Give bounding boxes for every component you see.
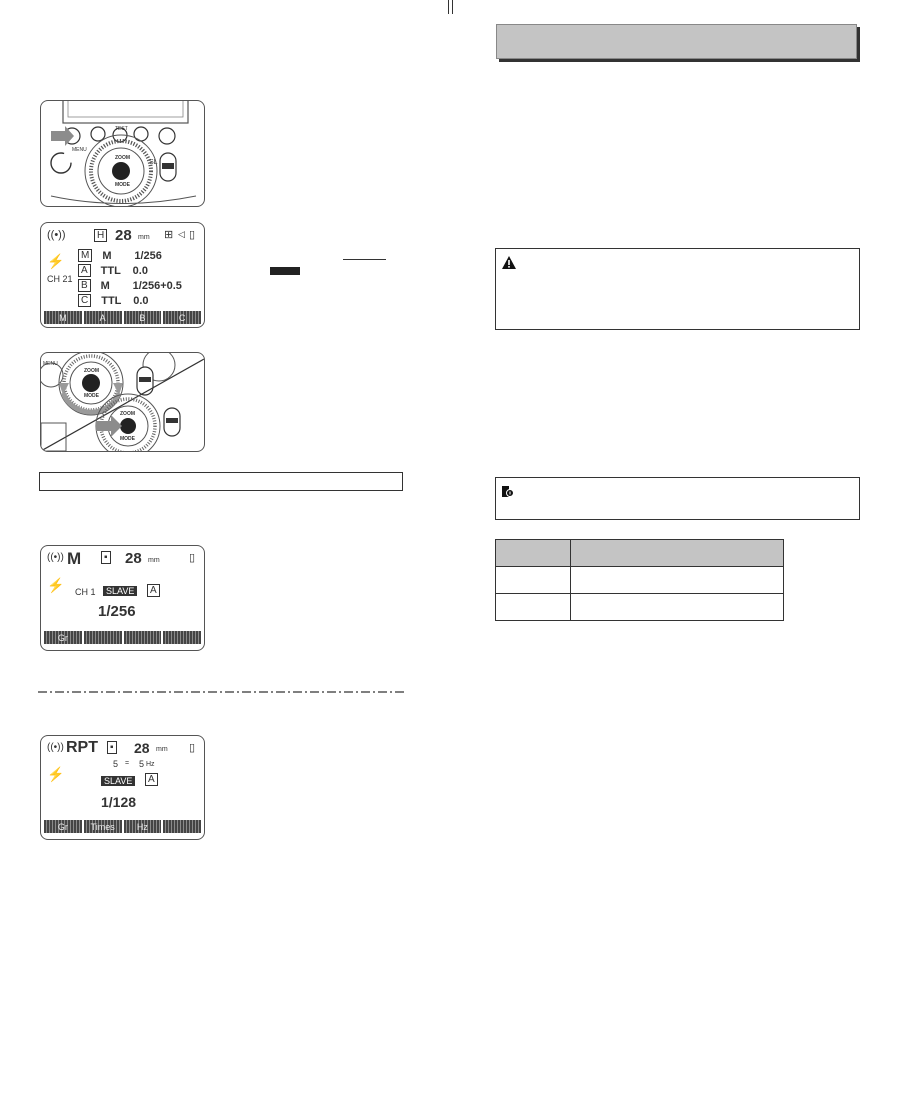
repeat-separator: = — [125, 760, 130, 767]
slave-badge: SLAVE — [101, 776, 135, 786]
group-letter: A — [78, 264, 91, 277]
info-table — [495, 539, 784, 621]
group-value: 0.0 — [133, 294, 149, 307]
table-row — [496, 567, 784, 594]
mode-label: MODE — [120, 436, 135, 442]
wireless-unit-icon: ⚡ — [47, 253, 65, 269]
lcd-slave-manual-screen — [40, 545, 205, 651]
battery-icon: ▯ — [189, 552, 196, 564]
softkey-bar — [44, 311, 201, 324]
group-row — [78, 279, 182, 292]
section-header-bar — [496, 24, 857, 59]
repeat-frequency: 5 — [139, 759, 145, 769]
focal-length: 28 — [115, 227, 132, 244]
grid-icon: ⊞ — [164, 229, 174, 241]
group-value: 1/256 — [134, 249, 162, 262]
group-value: 0.0 — [132, 264, 148, 277]
group-mode: M — [100, 279, 110, 292]
dial-rotate-view — [41, 353, 175, 415]
dial-operation-illustration — [40, 352, 205, 452]
table-header-cell — [496, 540, 571, 567]
dash-dot-separator — [38, 690, 404, 694]
control-panel-drawing — [41, 101, 204, 206]
flash-mode-label: RPT — [66, 739, 98, 756]
table-cell — [571, 594, 784, 621]
fold-mark-left — [448, 0, 449, 14]
note-icon — [502, 486, 514, 498]
flash-mode-label: M — [67, 549, 82, 568]
channel-label: CH 1 — [75, 587, 96, 597]
redacted-block — [270, 267, 300, 275]
power-level: 1/128 — [101, 794, 137, 810]
control-panel-illustration — [40, 100, 205, 207]
menu-label: MENU — [43, 361, 58, 367]
battery-icon: ▯ — [189, 229, 196, 241]
table-cell — [571, 567, 784, 594]
group-letter: M — [78, 249, 92, 262]
softkey-label: B — [124, 311, 162, 324]
function-button-2 — [91, 127, 105, 141]
fold-mark-right — [452, 0, 453, 14]
focal-unit: mm — [156, 746, 168, 753]
focal-length: 28 — [134, 740, 150, 756]
group-mode: TTL — [101, 294, 122, 307]
lcd-slave-repeat-screen — [40, 735, 205, 840]
mode-label: MODE — [84, 393, 99, 399]
zoom-label: ZOOM — [115, 155, 130, 161]
warning-icon — [502, 256, 516, 269]
table-cell — [496, 594, 571, 621]
softkey-bar — [44, 820, 201, 833]
softkey-bar — [44, 631, 201, 644]
group-row — [78, 264, 148, 277]
zoom-mode-icon: ▪ — [107, 742, 117, 753]
repeat-times: 5 — [113, 759, 119, 769]
note-box — [495, 477, 860, 520]
warning-box — [495, 248, 860, 330]
focal-length: 28 — [125, 550, 142, 567]
switch-sl-label: SL — [149, 159, 158, 166]
function-button-3 — [134, 127, 148, 141]
slave-badge: SLAVE — [103, 586, 137, 596]
antenna-icon: ((•)) — [47, 552, 64, 563]
softkey-label — [163, 631, 201, 644]
softkey-label — [163, 820, 201, 833]
table-header-row — [496, 540, 784, 567]
softkey-label: Gr — [44, 820, 82, 833]
wireless-unit-icon: ⚡ — [47, 766, 65, 782]
softkey-label: Gr — [44, 631, 82, 644]
function-button-4 — [159, 128, 175, 144]
table-cell — [496, 567, 571, 594]
underline-mark — [343, 259, 386, 260]
softkey-label: A — [84, 311, 122, 324]
group-letter: A — [147, 584, 160, 597]
focal-unit: mm — [148, 557, 160, 564]
group-letter: B — [78, 279, 91, 292]
battery-icon: ▯ — [189, 742, 196, 754]
menu-label: MENU — [72, 147, 87, 153]
frequency-unit: Hz — [146, 761, 155, 768]
group-letter: A — [145, 773, 158, 786]
zoom-label: ZOOM — [120, 411, 135, 417]
zoom-mode-icon: ▪ — [101, 552, 111, 563]
group-mode: TTL — [100, 264, 121, 277]
antenna-icon: ((•)) — [47, 742, 64, 753]
lcd-group-screen — [40, 222, 205, 328]
group-value: 1/256+0.5 — [132, 279, 182, 292]
table-row — [496, 594, 784, 621]
group-row — [78, 249, 162, 262]
speaker-icon: ◁ — [178, 229, 185, 239]
group-letter: C — [78, 294, 91, 307]
wireless-unit-icon: ⚡ — [47, 577, 65, 593]
test-label: TEST — [115, 126, 128, 132]
channel-label: CH 21 — [47, 274, 73, 284]
zoom-mode-icon: H — [94, 230, 107, 241]
zoom-label: ZOOM — [84, 368, 99, 374]
softkey-label — [124, 631, 162, 644]
power-level: 1/256 — [98, 603, 136, 620]
table-header-cell — [571, 540, 784, 567]
softkey-label: Times — [84, 820, 122, 833]
softkey-label: M — [44, 311, 82, 324]
group-mode: M — [102, 249, 112, 262]
softkey-label — [84, 631, 122, 644]
antenna-icon: ((•)) — [47, 229, 66, 241]
softkey-label: C — [163, 311, 201, 324]
group-row — [78, 294, 149, 307]
focal-unit: mm — [138, 234, 150, 241]
softkey-label: Hz — [124, 820, 162, 833]
mode-label: MODE — [115, 182, 130, 188]
subsection-bar — [39, 472, 403, 491]
